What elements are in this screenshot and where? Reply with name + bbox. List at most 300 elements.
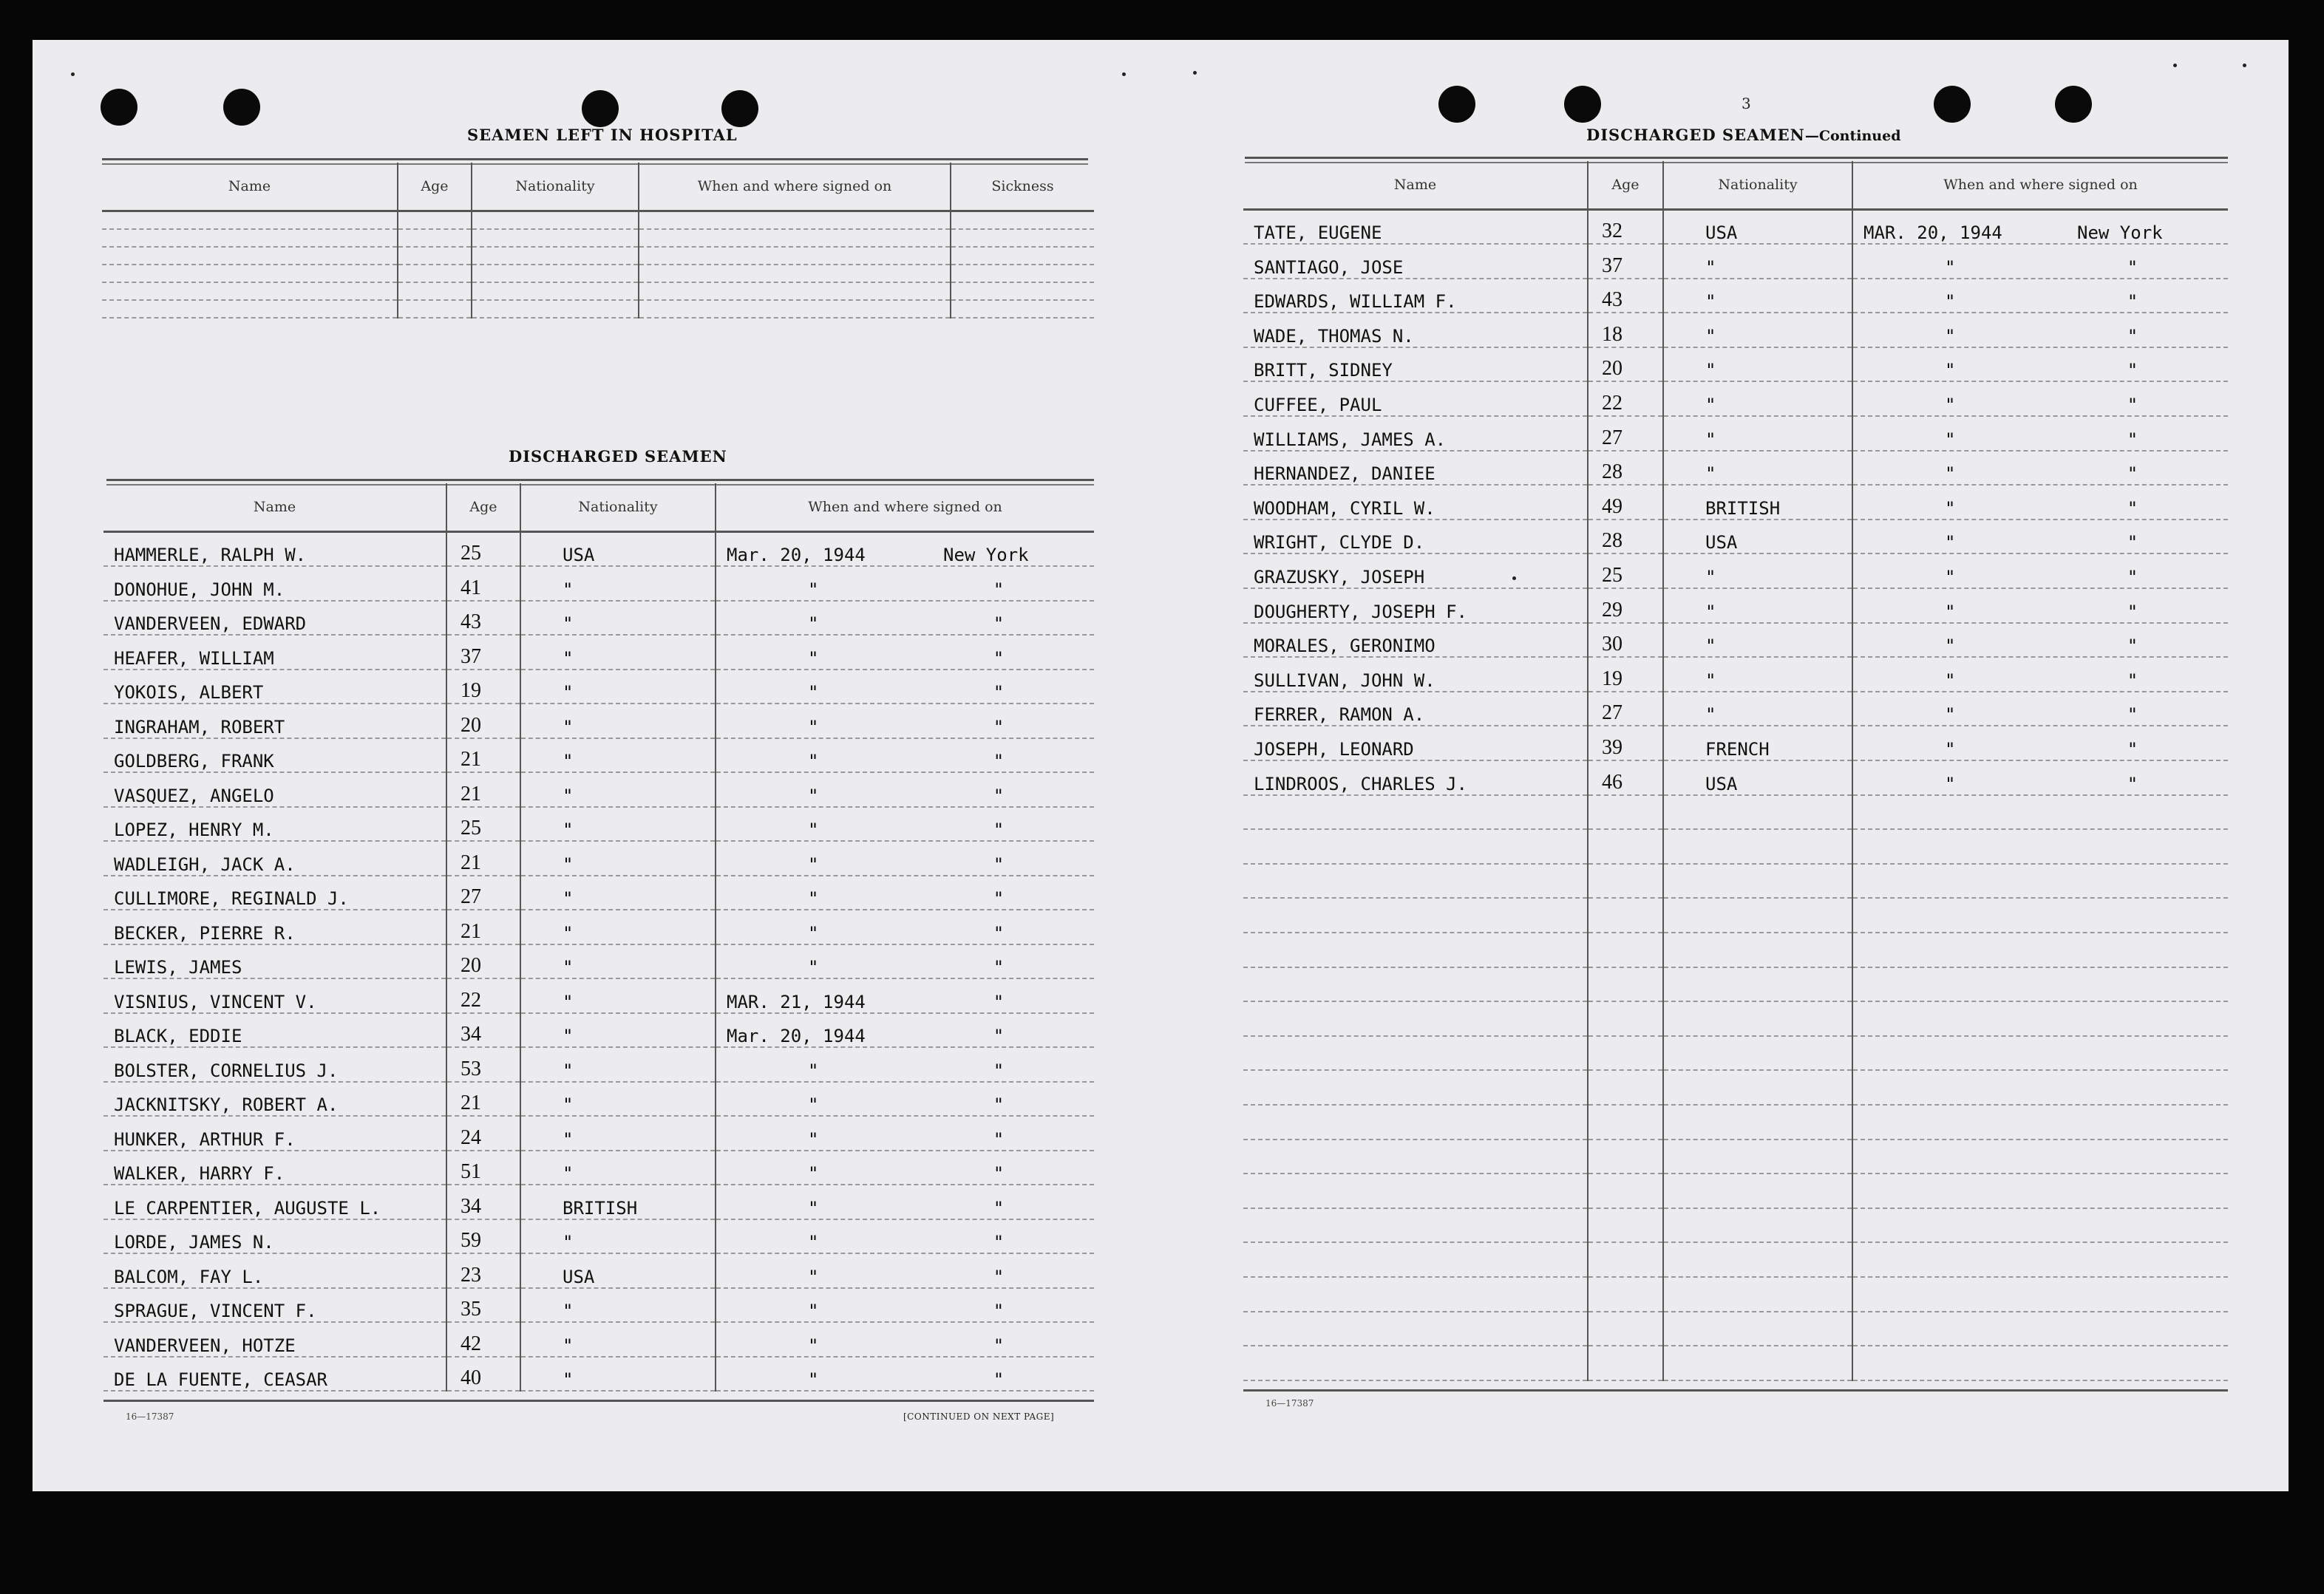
signed-on-place: " [993, 1026, 1005, 1046]
scan-speck [2173, 64, 2177, 67]
seaman-nationality [1663, 1070, 1852, 1105]
signed-on-date: Mar. 20, 1944 [727, 545, 866, 565]
hospital-row [102, 300, 1094, 318]
discharged-row [103, 738, 1094, 773]
signed-on-date: " [1945, 567, 1956, 588]
seaman-name: BALCOM, FAY L. [103, 1253, 446, 1288]
continued-row [1243, 1312, 2228, 1346]
discharged-row [103, 1357, 1094, 1392]
seaman-nationality [1663, 933, 1852, 967]
discharged-row [103, 1322, 1094, 1357]
punch-hole [2055, 86, 2092, 123]
continued-row [1243, 1001, 2228, 1036]
discharged-row [103, 1116, 1094, 1151]
seaman-age: 35 [446, 1288, 520, 1323]
continued-top-rule [1245, 157, 2228, 159]
continued-section-title [1586, 126, 1901, 144]
continued-row [1243, 313, 2228, 347]
discharged-row [103, 910, 1094, 944]
signed-on-date: " [1945, 256, 1956, 278]
seaman-when-where [1852, 967, 2228, 1002]
seaman-when-where [1852, 347, 2228, 382]
seaman-age [1588, 1105, 1663, 1140]
hospital-cell-name [102, 229, 398, 247]
signed-on-date: " [808, 1232, 819, 1253]
seaman-nationality: BRITISH [520, 1185, 716, 1219]
continued-row [1243, 692, 2228, 726]
seaman-age [1588, 1346, 1663, 1380]
signed-on-place: " [2127, 325, 2138, 347]
signed-on-place: " [993, 682, 1005, 703]
continued-row [1243, 933, 2228, 967]
hospital-table [102, 163, 1094, 319]
discharged-row [103, 601, 1094, 636]
seaman-age: 22 [446, 978, 520, 1013]
seaman-when-where [716, 978, 1094, 1013]
hospital-section-title: SEAMEN LEFT IN HOSPITAL [467, 126, 738, 144]
punch-hole [1934, 86, 1971, 123]
seaman-when-where [716, 772, 1094, 807]
signed-on-place: " [2127, 773, 2138, 794]
seaman-nationality [1663, 1174, 1852, 1208]
seaman-age: 21 [446, 772, 520, 807]
hospital-cell-when-where [639, 229, 951, 247]
seaman-when-where [1852, 726, 2228, 760]
seaman-name: WADE, THOMAS N. [1243, 313, 1588, 347]
seaman-name: DE LA FUENTE, CEASAR [103, 1357, 446, 1392]
continued-header-when-where: When and where signed on [1852, 161, 2228, 210]
seaman-nationality [1663, 1036, 1852, 1071]
scan-speck [1193, 71, 1197, 75]
seaman-age: 27 [446, 876, 520, 910]
seaman-nationality: USA [1663, 520, 1852, 554]
signed-on-place: " [993, 922, 1005, 944]
signed-on-date: " [808, 1369, 819, 1390]
seaman-nationality: " [520, 1288, 716, 1323]
seaman-nationality: " [520, 566, 716, 601]
discharged-header-name: Name [103, 483, 446, 532]
seaman-nationality: " [1663, 313, 1852, 347]
signed-on-place: " [993, 1335, 1005, 1356]
seaman-age: 27 [1588, 416, 1663, 451]
hospital-header-nationality: Nationality [472, 163, 639, 211]
seaman-nationality [1663, 795, 1852, 830]
signed-on-place: " [2127, 497, 2138, 519]
seaman-age: 40 [446, 1357, 520, 1392]
when-where-wrap [1863, 567, 2228, 587]
hospital-cell-name [102, 265, 398, 282]
seaman-nationality: " [1663, 416, 1852, 451]
hospital-cell-nationality [472, 282, 639, 300]
seaman-age: 59 [446, 1219, 520, 1254]
continued-row [1243, 485, 2228, 520]
signed-on-date: " [808, 1266, 819, 1287]
seaman-when-where [1852, 1001, 2228, 1036]
signed-on-date: " [808, 854, 819, 875]
when-where-wrap [1863, 222, 2228, 243]
signed-on-date: " [808, 1197, 819, 1219]
continued-row [1243, 279, 2228, 313]
seaman-age: 37 [446, 635, 520, 670]
seaman-nationality: " [520, 841, 716, 876]
seaman-age [1588, 1312, 1663, 1346]
seaman-when-where [1852, 210, 2228, 245]
seaman-nationality: " [520, 1322, 716, 1357]
seaman-when-where [1852, 279, 2228, 313]
continued-row [1243, 1277, 2228, 1312]
form-code: 16—17387 [126, 1411, 174, 1422]
seaman-name: JOSEPH, LEONARD [1243, 726, 1588, 760]
when-where-wrap [727, 613, 1094, 634]
signed-on-date: " [1945, 497, 1956, 519]
seaman-nationality: " [520, 1357, 716, 1392]
seaman-age: 20 [446, 944, 520, 979]
seaman-age: 28 [1588, 520, 1663, 554]
continued-row [1243, 1242, 2228, 1277]
signed-on-date: " [808, 1094, 819, 1115]
when-where-wrap [727, 545, 1094, 565]
seaman-when-where [716, 876, 1094, 910]
seaman-when-where [716, 532, 1094, 567]
continued-row [1243, 554, 2228, 588]
discharged-row [103, 1047, 1094, 1082]
hospital-row [102, 265, 1094, 282]
punch-hole [1438, 86, 1475, 123]
signed-on-date: " [808, 682, 819, 703]
discharged-row [103, 566, 1094, 601]
discharged-row [103, 532, 1094, 567]
seaman-age: 25 [446, 807, 520, 842]
when-where-wrap [727, 1060, 1094, 1081]
seaman-when-where [716, 566, 1094, 601]
seaman-nationality: " [1663, 623, 1852, 658]
seaman-when-where [716, 807, 1094, 842]
seaman-age: 46 [1588, 760, 1663, 795]
seaman-name: MORALES, GERONIMO [1243, 623, 1588, 658]
continued-row [1243, 1140, 2228, 1174]
seaman-nationality [1663, 829, 1852, 864]
hospital-row [102, 247, 1094, 265]
seaman-when-where [716, 601, 1094, 636]
seaman-name: VANDERVEEN, HOTZE [103, 1322, 446, 1357]
seaman-nationality: " [1663, 588, 1852, 623]
seaman-nationality: USA [520, 532, 716, 567]
signed-on-date: " [1945, 739, 1956, 760]
seaman-age: 34 [446, 1185, 520, 1219]
seaman-name: SANTIAGO, JOSE [1243, 244, 1588, 279]
when-where-wrap [727, 957, 1094, 978]
seaman-name: HERNANDEZ, DANIEE [1243, 451, 1588, 486]
discharged-row [103, 944, 1094, 979]
when-where-wrap [727, 1232, 1094, 1253]
hospital-cell-when-where [639, 282, 951, 300]
continued-table [1243, 161, 2228, 1381]
seaman-age [1588, 1242, 1663, 1277]
seaman-age: 20 [1588, 347, 1663, 382]
discharged-row [103, 807, 1094, 842]
seaman-when-where [1852, 1174, 2228, 1208]
when-where-wrap [1863, 257, 2228, 278]
signed-on-place: " [2127, 670, 2138, 691]
seaman-age: 21 [446, 910, 520, 944]
seaman-name [1243, 1242, 1588, 1277]
signed-on-date: " [808, 820, 819, 840]
signed-on-place: " [993, 1060, 1005, 1081]
seaman-name: JACKNITSKY, ROBERT A. [103, 1082, 446, 1117]
signed-on-date: " [1945, 291, 1956, 313]
seaman-nationality [1663, 1242, 1852, 1277]
seaman-when-where [1852, 1277, 2228, 1312]
continued-header-nationality: Nationality [1663, 161, 1852, 210]
seaman-when-where [716, 1219, 1094, 1254]
when-where-wrap [727, 1369, 1094, 1390]
seaman-age: 29 [1588, 588, 1663, 623]
hospital-cell-when-where [639, 211, 951, 230]
seaman-nationality [1663, 1312, 1852, 1346]
seaman-nationality: " [1663, 347, 1852, 382]
seaman-age: 42 [446, 1322, 520, 1357]
signed-on-place: " [993, 1301, 1005, 1321]
seaman-when-where [1852, 520, 2228, 554]
seaman-when-where [716, 910, 1094, 944]
seaman-when-where [1852, 1208, 2228, 1243]
seaman-name: BLACK, EDDIE [103, 1013, 446, 1048]
seaman-nationality: " [520, 1116, 716, 1151]
seaman-name: VANDERVEEN, EDWARD [103, 601, 446, 636]
punch-hole [582, 90, 619, 127]
signed-on-place: " [993, 854, 1005, 875]
seaman-when-where [1852, 692, 2228, 726]
seaman-when-where [716, 704, 1094, 738]
signed-on-place: " [2127, 601, 2138, 622]
seaman-name: HUNKER, ARTHUR F. [103, 1116, 446, 1151]
seaman-nationality: " [1663, 657, 1852, 692]
hospital-cell-sickness [951, 282, 1094, 300]
signed-on-place: New York [943, 545, 1029, 565]
discharged-header-age: Age [446, 483, 520, 532]
seaman-when-where [716, 944, 1094, 979]
continued-row [1243, 967, 2228, 1002]
seaman-name [1243, 1208, 1588, 1243]
hospital-header-when-where: When and where signed on [639, 163, 951, 211]
signed-on-date: " [808, 1128, 819, 1150]
signed-on-place: " [2127, 291, 2138, 313]
when-where-wrap [727, 1301, 1094, 1321]
continued-row [1243, 623, 2228, 658]
discharged-row [103, 635, 1094, 670]
seaman-nationality: " [1663, 279, 1852, 313]
seaman-when-where [1852, 933, 2228, 967]
seaman-when-where [1852, 485, 2228, 520]
seaman-name [1243, 864, 1588, 899]
when-where-wrap [727, 888, 1094, 909]
signed-on-date: " [808, 716, 819, 738]
continued-row [1243, 795, 2228, 830]
seaman-when-where [716, 1185, 1094, 1219]
signed-on-date: " [808, 613, 819, 634]
discharged-bottom-rule [103, 1400, 1094, 1402]
seaman-name: GRAZUSKY, JOSEPH [1243, 554, 1588, 588]
seaman-when-where [1852, 1140, 2228, 1174]
seaman-when-where [1852, 898, 2228, 933]
discharged-row [103, 1219, 1094, 1254]
seaman-age [1588, 967, 1663, 1002]
signed-on-date: " [808, 1060, 819, 1081]
continued-row [1243, 210, 2228, 245]
seaman-name [1243, 1105, 1588, 1140]
seaman-when-where [1852, 829, 2228, 864]
continued-row [1243, 1346, 2228, 1380]
seaman-when-where [1852, 381, 2228, 416]
seaman-name: DONOHUE, JOHN M. [103, 566, 446, 601]
when-where-wrap [1863, 774, 2228, 794]
seaman-when-where [1852, 795, 2228, 830]
seaman-nationality: " [1663, 554, 1852, 588]
hospital-cell-name [102, 282, 398, 300]
seaman-name [1243, 1001, 1588, 1036]
seaman-nationality: " [520, 601, 716, 636]
seaman-nationality: FRENCH [1663, 726, 1852, 760]
seaman-name: VASQUEZ, ANGELO [103, 772, 446, 807]
seaman-age: 25 [446, 532, 520, 567]
signed-on-place: " [993, 1094, 1005, 1115]
seaman-when-where [716, 738, 1094, 773]
punch-hole [1564, 86, 1601, 123]
continued-row [1243, 1105, 2228, 1140]
signed-on-date: " [808, 1163, 819, 1184]
punch-hole [223, 89, 260, 126]
when-where-wrap [727, 1163, 1094, 1184]
scan-speck [71, 72, 75, 76]
signed-on-place: " [993, 785, 1005, 806]
when-where-wrap [1863, 739, 2228, 760]
signed-on-place: " [2127, 704, 2138, 726]
seaman-name: EDWARDS, WILLIAM F. [1243, 279, 1588, 313]
when-where-wrap [1863, 291, 2228, 312]
when-where-wrap [727, 1335, 1094, 1356]
hospital-header-sickness: Sickness [951, 163, 1094, 211]
seaman-nationality [1663, 898, 1852, 933]
seaman-when-where [1852, 1312, 2228, 1346]
when-where-wrap [1863, 463, 2228, 484]
continued-title-suffix: —Continued [1804, 128, 1901, 144]
seaman-when-where [1852, 244, 2228, 279]
seaman-age: 20 [446, 704, 520, 738]
hospital-cell-nationality [472, 211, 639, 230]
when-where-wrap [727, 786, 1094, 806]
seaman-age: 32 [1588, 210, 1663, 245]
seaman-when-where [1852, 1070, 2228, 1105]
hospital-cell-sickness [951, 211, 1094, 230]
hospital-row [102, 282, 1094, 300]
signed-on-date: " [808, 1335, 819, 1356]
when-where-wrap [1863, 532, 2228, 553]
continued-row [1243, 381, 2228, 416]
seaman-age [1588, 829, 1663, 864]
hospital-cell-name [102, 300, 398, 318]
seaman-name: WADLEIGH, JACK A. [103, 841, 446, 876]
signed-on-date: Mar. 20, 1944 [727, 1026, 866, 1046]
signed-on-place: " [993, 647, 1005, 669]
discharged-header-when-where: When and where signed on [716, 483, 1094, 532]
hospital-cell-age [398, 229, 472, 247]
seaman-nationality: " [520, 910, 716, 944]
seaman-name: WOODHAM, CYRIL W. [1243, 485, 1588, 520]
signed-on-date: " [1945, 395, 1956, 416]
signed-on-date: " [1945, 670, 1956, 691]
signed-on-date: " [808, 922, 819, 944]
continued-bottom-rule [1243, 1389, 2228, 1392]
when-where-wrap [1863, 498, 2228, 519]
seaman-when-where [716, 1357, 1094, 1392]
hospital-cell-age [398, 265, 472, 282]
seaman-name: BRITT, SIDNEY [1243, 347, 1588, 382]
signed-on-date: " [1945, 463, 1956, 485]
seaman-when-where [716, 1116, 1094, 1151]
when-where-wrap [1863, 670, 2228, 691]
seaman-age: 25 [1588, 554, 1663, 588]
seaman-when-where [716, 1082, 1094, 1117]
discharged-row [103, 772, 1094, 807]
seaman-name: GOLDBERG, FRANK [103, 738, 446, 773]
when-where-wrap [1863, 429, 2228, 450]
discharged-row [103, 670, 1094, 704]
seaman-name: BECKER, PIERRE R. [103, 910, 446, 944]
seaman-name [1243, 795, 1588, 830]
signed-on-date: " [1945, 532, 1956, 554]
hospital-cell-age [398, 300, 472, 318]
when-where-wrap [727, 854, 1094, 875]
seaman-when-where [1852, 760, 2228, 795]
when-where-wrap [727, 1129, 1094, 1150]
seaman-when-where [1852, 1105, 2228, 1140]
seaman-nationality [1663, 967, 1852, 1002]
seaman-age: 51 [446, 1151, 520, 1185]
seaman-when-where [716, 1288, 1094, 1323]
signed-on-date: " [808, 647, 819, 669]
seaman-nationality: " [520, 1013, 716, 1048]
seaman-when-where [1852, 451, 2228, 486]
when-where-wrap [1863, 395, 2228, 415]
seaman-nationality: " [520, 944, 716, 979]
seaman-age [1588, 795, 1663, 830]
signed-on-place: New York [2077, 222, 2163, 244]
seaman-age: 18 [1588, 313, 1663, 347]
signed-on-date: " [808, 1301, 819, 1321]
seaman-age [1588, 898, 1663, 933]
hospital-cell-when-where [639, 265, 951, 282]
signed-on-place: " [993, 1369, 1005, 1390]
seaman-age: 49 [1588, 485, 1663, 520]
discharged-row [103, 1288, 1094, 1323]
hospital-cell-nationality [472, 265, 639, 282]
seaman-when-where [716, 1047, 1094, 1082]
seaman-nationality: " [520, 635, 716, 670]
seaman-nationality: " [1663, 451, 1852, 486]
when-where-wrap [727, 1026, 1094, 1046]
seaman-when-where [716, 1013, 1094, 1048]
seaman-name: HAMMERLE, RALPH W. [103, 532, 446, 567]
seaman-nationality: " [1663, 244, 1852, 279]
signed-on-place: " [993, 888, 1005, 909]
seaman-name: LORDE, JAMES N. [103, 1219, 446, 1254]
seaman-age [1588, 1036, 1663, 1071]
when-where-wrap [727, 923, 1094, 944]
signed-on-place: " [993, 1128, 1005, 1150]
seaman-age [1588, 1208, 1663, 1243]
discharged-header-nationality: Nationality [520, 483, 716, 532]
punch-hole [101, 89, 137, 126]
